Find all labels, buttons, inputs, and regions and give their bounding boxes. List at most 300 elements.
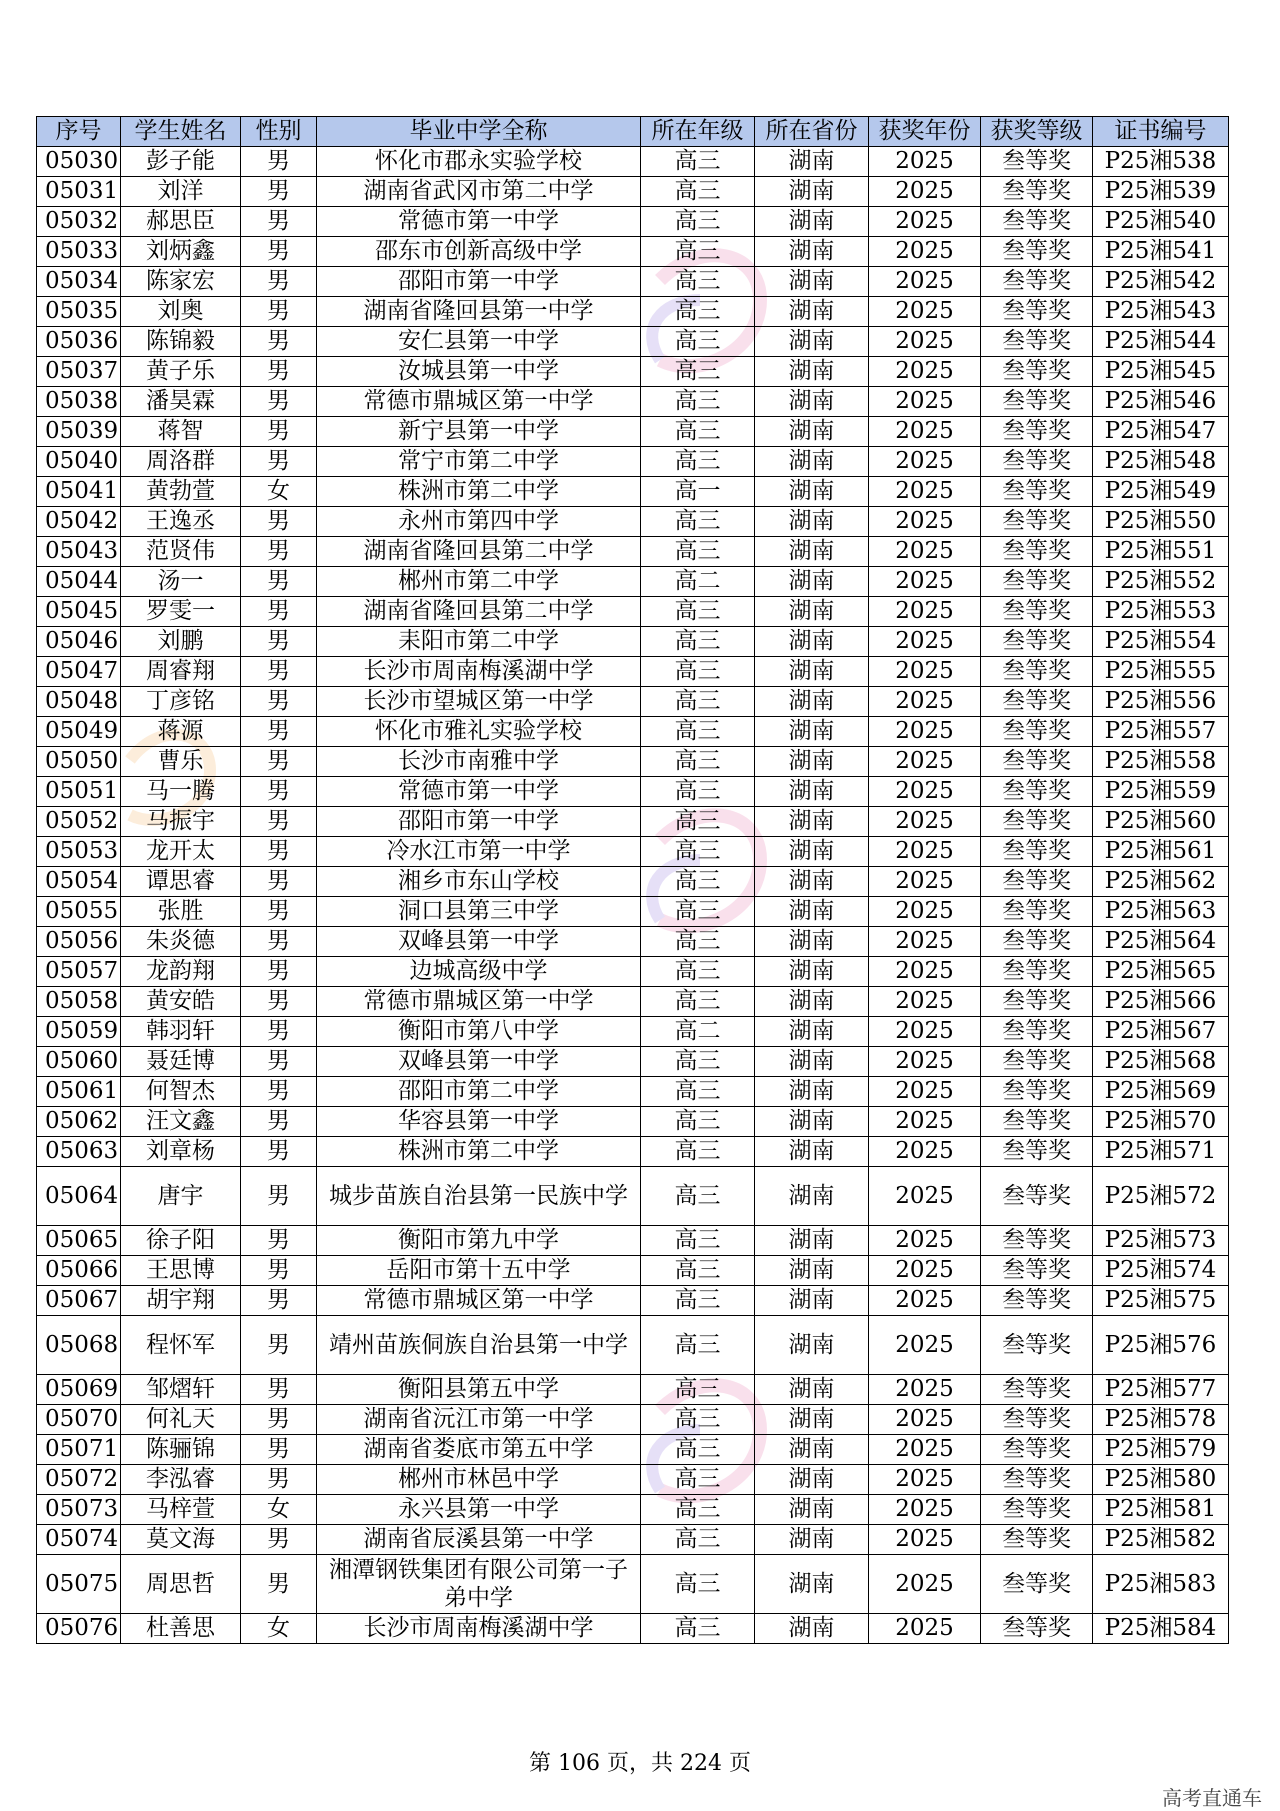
cell-award-year: 2025 <box>869 1465 981 1495</box>
cell-gender: 女 <box>241 1614 317 1644</box>
cell-school: 湖南省辰溪县第一中学 <box>317 1525 641 1555</box>
cell-province: 湖南 <box>755 177 869 207</box>
cell-serial: 05049 <box>37 717 121 747</box>
cell-student-name: 马振宇 <box>121 807 241 837</box>
cell-serial: 05031 <box>37 177 121 207</box>
cell-student-name: 黄勃萱 <box>121 477 241 507</box>
cell-school: 长沙市南雅中学 <box>317 747 641 777</box>
cell-grade: 高一 <box>641 477 755 507</box>
cell-student-name: 李泓睿 <box>121 1465 241 1495</box>
cell-gender: 男 <box>241 507 317 537</box>
cell-certificate-no: P25湘583 <box>1093 1555 1229 1614</box>
cell-province: 湖南 <box>755 1495 869 1525</box>
cell-gender: 男 <box>241 1435 317 1465</box>
cell-serial: 05037 <box>37 357 121 387</box>
cell-gender: 男 <box>241 1525 317 1555</box>
cell-gender: 男 <box>241 447 317 477</box>
header-school: 毕业中学全称 <box>317 117 641 147</box>
cell-province: 湖南 <box>755 567 869 597</box>
cell-grade: 高三 <box>641 807 755 837</box>
cell-award-level: 叁等奖 <box>981 387 1093 417</box>
cell-award-year: 2025 <box>869 147 981 177</box>
cell-gender: 男 <box>241 657 317 687</box>
cell-gender: 男 <box>241 1226 317 1256</box>
cell-certificate-no: P25湘556 <box>1093 687 1229 717</box>
cell-award-level: 叁等奖 <box>981 1435 1093 1465</box>
cell-province: 湖南 <box>755 327 869 357</box>
cell-grade: 高三 <box>641 897 755 927</box>
cell-certificate-no: P25湘548 <box>1093 447 1229 477</box>
cell-grade: 高三 <box>641 1226 755 1256</box>
cell-school: 郴州市第二中学 <box>317 567 641 597</box>
cell-award-year: 2025 <box>869 177 981 207</box>
cell-gender: 男 <box>241 267 317 297</box>
cell-gender: 男 <box>241 1047 317 1077</box>
cell-province: 湖南 <box>755 1405 869 1435</box>
cell-province: 湖南 <box>755 237 869 267</box>
cell-student-name: 曹乐 <box>121 747 241 777</box>
cell-school: 株洲市第二中学 <box>317 1137 641 1167</box>
cell-certificate-no: P25湘581 <box>1093 1495 1229 1525</box>
cell-school: 湘乡市东山学校 <box>317 867 641 897</box>
cell-award-level: 叁等奖 <box>981 627 1093 657</box>
cell-certificate-no: P25湘582 <box>1093 1525 1229 1555</box>
cell-award-level: 叁等奖 <box>981 1226 1093 1256</box>
cell-certificate-no: P25湘568 <box>1093 1047 1229 1077</box>
cell-serial: 05042 <box>37 507 121 537</box>
cell-grade: 高三 <box>641 777 755 807</box>
cell-student-name: 周洛群 <box>121 447 241 477</box>
cell-award-level: 叁等奖 <box>981 1375 1093 1405</box>
cell-grade: 高三 <box>641 207 755 237</box>
cell-school: 湖南省沅江市第一中学 <box>317 1405 641 1435</box>
cell-award-level: 叁等奖 <box>981 567 1093 597</box>
cell-gender: 男 <box>241 1137 317 1167</box>
cell-award-year: 2025 <box>869 1555 981 1614</box>
cell-certificate-no: P25湘578 <box>1093 1405 1229 1435</box>
cell-school: 常德市鼎城区第一中学 <box>317 987 641 1017</box>
cell-province: 湖南 <box>755 447 869 477</box>
cell-award-level: 叁等奖 <box>981 1167 1093 1226</box>
cell-student-name: 马梓萱 <box>121 1495 241 1525</box>
cell-certificate-no: P25湘577 <box>1093 1375 1229 1405</box>
cell-gender: 男 <box>241 837 317 867</box>
cell-student-name: 周思哲 <box>121 1555 241 1614</box>
header-province: 所在省份 <box>755 117 869 147</box>
cell-school: 洞口县第三中学 <box>317 897 641 927</box>
cell-grade: 高三 <box>641 867 755 897</box>
cell-grade: 高三 <box>641 1465 755 1495</box>
cell-certificate-no: P25湘544 <box>1093 327 1229 357</box>
cell-award-year: 2025 <box>869 687 981 717</box>
cell-school: 长沙市望城区第一中学 <box>317 687 641 717</box>
cell-serial: 05052 <box>37 807 121 837</box>
cell-school: 华容县第一中学 <box>317 1107 641 1137</box>
cell-gender: 男 <box>241 1077 317 1107</box>
cell-award-year: 2025 <box>869 567 981 597</box>
cell-award-year: 2025 <box>869 237 981 267</box>
cell-award-year: 2025 <box>869 1137 981 1167</box>
cell-grade: 高三 <box>641 1375 755 1405</box>
cell-school: 安仁县第一中学 <box>317 327 641 357</box>
cell-school: 怀化市郡永实验学校 <box>317 147 641 177</box>
cell-award-year: 2025 <box>869 327 981 357</box>
cell-award-level: 叁等奖 <box>981 207 1093 237</box>
table-row <box>37 207 1229 237</box>
page-footer: 第 106 页，共 224 页 <box>529 1751 751 1776</box>
cell-grade: 高三 <box>641 447 755 477</box>
cell-province: 湖南 <box>755 207 869 237</box>
cell-student-name: 唐宇 <box>121 1167 241 1226</box>
cell-serial: 05073 <box>37 1495 121 1525</box>
cell-grade: 高三 <box>641 1107 755 1137</box>
cell-award-year: 2025 <box>869 1226 981 1256</box>
cell-school: 湖南省武冈市第二中学 <box>317 177 641 207</box>
cell-grade: 高二 <box>641 1017 755 1047</box>
cell-certificate-no: P25湘562 <box>1093 867 1229 897</box>
cell-serial: 05055 <box>37 897 121 927</box>
cell-serial: 05069 <box>37 1375 121 1405</box>
cell-student-name: 刘章杨 <box>121 1137 241 1167</box>
cell-serial: 05044 <box>37 567 121 597</box>
table-row <box>37 1226 1229 1256</box>
cell-gender: 男 <box>241 1555 317 1614</box>
cell-serial: 05057 <box>37 957 121 987</box>
cell-province: 湖南 <box>755 807 869 837</box>
cell-serial: 05074 <box>37 1525 121 1555</box>
cell-certificate-no: P25湘554 <box>1093 627 1229 657</box>
table-row <box>37 447 1229 477</box>
table-row <box>37 867 1229 897</box>
cell-certificate-no: P25湘571 <box>1093 1137 1229 1167</box>
cell-certificate-no: P25湘541 <box>1093 237 1229 267</box>
table-row <box>37 327 1229 357</box>
cell-certificate-no: P25湘542 <box>1093 267 1229 297</box>
cell-school: 怀化市雅礼实验学校 <box>317 717 641 747</box>
table-row <box>37 1286 1229 1316</box>
cell-gender: 男 <box>241 897 317 927</box>
cell-award-level: 叁等奖 <box>981 897 1093 927</box>
cell-serial: 05046 <box>37 627 121 657</box>
cell-gender: 男 <box>241 1405 317 1435</box>
header-serial: 序号 <box>37 117 121 147</box>
cell-grade: 高三 <box>641 687 755 717</box>
table-row <box>37 777 1229 807</box>
cell-award-year: 2025 <box>869 297 981 327</box>
cell-gender: 男 <box>241 957 317 987</box>
cell-award-level: 叁等奖 <box>981 1047 1093 1077</box>
table-row <box>37 1137 1229 1167</box>
cell-award-year: 2025 <box>869 1435 981 1465</box>
table-row <box>37 1555 1229 1614</box>
cell-school: 双峰县第一中学 <box>317 1047 641 1077</box>
table-row <box>37 837 1229 867</box>
cell-student-name: 龙开太 <box>121 837 241 867</box>
cell-award-level: 叁等奖 <box>981 717 1093 747</box>
cell-serial: 05076 <box>37 1614 121 1644</box>
cell-province: 湖南 <box>755 1555 869 1614</box>
cell-grade: 高三 <box>641 1614 755 1644</box>
header-certificate-no: 证书编号 <box>1093 117 1229 147</box>
cell-award-level: 叁等奖 <box>981 1286 1093 1316</box>
cell-school: 湖南省娄底市第五中学 <box>317 1435 641 1465</box>
cell-province: 湖南 <box>755 1316 869 1375</box>
cell-serial: 05054 <box>37 867 121 897</box>
cell-province: 湖南 <box>755 1286 869 1316</box>
cell-grade: 高三 <box>641 537 755 567</box>
cell-province: 湖南 <box>755 627 869 657</box>
cell-province: 湖南 <box>755 777 869 807</box>
cell-grade: 高三 <box>641 1137 755 1167</box>
cell-award-level: 叁等奖 <box>981 747 1093 777</box>
cell-grade: 高三 <box>641 417 755 447</box>
cell-award-year: 2025 <box>869 1167 981 1226</box>
cell-award-year: 2025 <box>869 777 981 807</box>
cell-grade: 高三 <box>641 267 755 297</box>
cell-school: 衡阳市第八中学 <box>317 1017 641 1047</box>
cell-gender: 男 <box>241 1465 317 1495</box>
cell-student-name: 陈锦毅 <box>121 327 241 357</box>
cell-province: 湖南 <box>755 927 869 957</box>
cell-award-year: 2025 <box>869 357 981 387</box>
cell-province: 湖南 <box>755 597 869 627</box>
cell-award-level: 叁等奖 <box>981 357 1093 387</box>
header-award-year: 获奖年份 <box>869 117 981 147</box>
table-row <box>37 717 1229 747</box>
cell-award-year: 2025 <box>869 597 981 627</box>
cell-award-level: 叁等奖 <box>981 1137 1093 1167</box>
cell-award-year: 2025 <box>869 987 981 1017</box>
cell-serial: 05043 <box>37 537 121 567</box>
cell-school: 邵阳市第一中学 <box>317 807 641 837</box>
cell-serial: 05070 <box>37 1405 121 1435</box>
table-row <box>37 1256 1229 1286</box>
cell-certificate-no: P25湘560 <box>1093 807 1229 837</box>
cell-award-year: 2025 <box>869 387 981 417</box>
table-row <box>37 1435 1229 1465</box>
cell-school: 湖南省隆回县第二中学 <box>317 537 641 567</box>
cell-student-name: 刘鹏 <box>121 627 241 657</box>
cell-school: 长沙市周南梅溪湖中学 <box>317 1614 641 1644</box>
cell-award-level: 叁等奖 <box>981 1495 1093 1525</box>
cell-province: 湖南 <box>755 1167 869 1226</box>
cell-award-year: 2025 <box>869 717 981 747</box>
cell-school: 衡阳县第五中学 <box>317 1375 641 1405</box>
table-row <box>37 807 1229 837</box>
cell-province: 湖南 <box>755 1107 869 1137</box>
cell-award-year: 2025 <box>869 747 981 777</box>
cell-award-level: 叁等奖 <box>981 447 1093 477</box>
cell-grade: 高三 <box>641 387 755 417</box>
cell-serial: 05047 <box>37 657 121 687</box>
cell-serial: 05053 <box>37 837 121 867</box>
table-row <box>37 1495 1229 1525</box>
corner-brand-label: 高考直通车 <box>1162 1786 1262 1810</box>
cell-student-name: 罗雯一 <box>121 597 241 627</box>
table-row <box>37 267 1229 297</box>
cell-gender: 男 <box>241 777 317 807</box>
table-row <box>37 1107 1229 1137</box>
cell-award-year: 2025 <box>869 537 981 567</box>
cell-grade: 高三 <box>641 717 755 747</box>
cell-gender: 男 <box>241 357 317 387</box>
cell-gender: 男 <box>241 627 317 657</box>
table-row <box>37 1167 1229 1226</box>
cell-serial: 05038 <box>37 387 121 417</box>
cell-serial: 05063 <box>37 1137 121 1167</box>
table-row <box>37 567 1229 597</box>
cell-certificate-no: P25湘539 <box>1093 177 1229 207</box>
cell-award-year: 2025 <box>869 417 981 447</box>
cell-gender: 男 <box>241 1017 317 1047</box>
cell-certificate-no: P25湘555 <box>1093 657 1229 687</box>
cell-province: 湖南 <box>755 957 869 987</box>
cell-school: 湖南省隆回县第一中学 <box>317 297 641 327</box>
cell-certificate-no: P25湘550 <box>1093 507 1229 537</box>
cell-award-year: 2025 <box>869 837 981 867</box>
cell-school: 新宁县第一中学 <box>317 417 641 447</box>
table-row <box>37 1017 1229 1047</box>
cell-student-name: 王思博 <box>121 1256 241 1286</box>
cell-certificate-no: P25湘549 <box>1093 477 1229 507</box>
cell-certificate-no: P25湘572 <box>1093 1167 1229 1226</box>
cell-serial: 05045 <box>37 597 121 627</box>
cell-grade: 高三 <box>641 327 755 357</box>
table-row <box>37 957 1229 987</box>
cell-serial: 05048 <box>37 687 121 717</box>
cell-gender: 男 <box>241 237 317 267</box>
cell-gender: 男 <box>241 417 317 447</box>
cell-gender: 男 <box>241 687 317 717</box>
cell-school: 双峰县第一中学 <box>317 927 641 957</box>
cell-serial: 05033 <box>37 237 121 267</box>
table-row <box>37 237 1229 267</box>
cell-grade: 高三 <box>641 1286 755 1316</box>
cell-award-year: 2025 <box>869 807 981 837</box>
cell-award-level: 叁等奖 <box>981 237 1093 267</box>
cell-grade: 高三 <box>641 1495 755 1525</box>
cell-award-year: 2025 <box>869 1077 981 1107</box>
cell-student-name: 邹熠轩 <box>121 1375 241 1405</box>
cell-award-level: 叁等奖 <box>981 777 1093 807</box>
cell-province: 湖南 <box>755 747 869 777</box>
cell-school: 株洲市第二中学 <box>317 477 641 507</box>
cell-award-level: 叁等奖 <box>981 417 1093 447</box>
cell-award-year: 2025 <box>869 897 981 927</box>
cell-award-year: 2025 <box>869 1256 981 1286</box>
cell-award-level: 叁等奖 <box>981 837 1093 867</box>
cell-province: 湖南 <box>755 147 869 177</box>
cell-award-level: 叁等奖 <box>981 1077 1093 1107</box>
cell-certificate-no: P25湘565 <box>1093 957 1229 987</box>
cell-certificate-no: P25湘557 <box>1093 717 1229 747</box>
table-row <box>37 1316 1229 1375</box>
cell-award-year: 2025 <box>869 1525 981 1555</box>
cell-province: 湖南 <box>755 537 869 567</box>
cell-gender: 男 <box>241 1167 317 1226</box>
cell-grade: 高三 <box>641 297 755 327</box>
cell-serial: 05056 <box>37 927 121 957</box>
table-row <box>37 987 1229 1017</box>
cell-serial: 05067 <box>37 1286 121 1316</box>
cell-certificate-no: P25湘545 <box>1093 357 1229 387</box>
cell-gender: 男 <box>241 177 317 207</box>
cell-grade: 高三 <box>641 1047 755 1077</box>
cell-province: 湖南 <box>755 897 869 927</box>
cell-student-name: 蒋源 <box>121 717 241 747</box>
cell-student-name: 何礼天 <box>121 1405 241 1435</box>
cell-grade: 高三 <box>641 657 755 687</box>
cell-school: 长沙市周南梅溪湖中学 <box>317 657 641 687</box>
cell-serial: 05075 <box>37 1555 121 1614</box>
cell-school: 耒阳市第二中学 <box>317 627 641 657</box>
cell-certificate-no: P25湘573 <box>1093 1226 1229 1256</box>
cell-student-name: 聂廷博 <box>121 1047 241 1077</box>
cell-school: 郴州市林邑中学 <box>317 1465 641 1495</box>
cell-student-name: 徐子阳 <box>121 1226 241 1256</box>
cell-student-name: 胡宇翔 <box>121 1286 241 1316</box>
cell-grade: 高三 <box>641 597 755 627</box>
cell-gender: 男 <box>241 717 317 747</box>
cell-serial: 05061 <box>37 1077 121 1107</box>
cell-certificate-no: P25湘575 <box>1093 1286 1229 1316</box>
cell-school: 常德市鼎城区第一中学 <box>317 387 641 417</box>
cell-serial: 05071 <box>37 1435 121 1465</box>
cell-school: 边城高级中学 <box>317 957 641 987</box>
cell-certificate-no: P25湘579 <box>1093 1435 1229 1465</box>
cell-certificate-no: P25湘546 <box>1093 387 1229 417</box>
award-table-container <box>36 116 1228 1644</box>
cell-award-year: 2025 <box>869 657 981 687</box>
cell-student-name: 张胜 <box>121 897 241 927</box>
cell-serial: 05066 <box>37 1256 121 1286</box>
cell-province: 湖南 <box>755 1435 869 1465</box>
cell-serial: 05059 <box>37 1017 121 1047</box>
cell-serial: 05036 <box>37 327 121 357</box>
cell-award-year: 2025 <box>869 1614 981 1644</box>
cell-student-name: 郝思臣 <box>121 207 241 237</box>
cell-gender: 男 <box>241 807 317 837</box>
cell-student-name: 黄安皓 <box>121 987 241 1017</box>
cell-grade: 高三 <box>641 627 755 657</box>
cell-gender: 女 <box>241 477 317 507</box>
cell-serial: 05058 <box>37 987 121 1017</box>
cell-school: 岳阳市第十五中学 <box>317 1256 641 1286</box>
cell-province: 湖南 <box>755 867 869 897</box>
cell-award-level: 叁等奖 <box>981 1555 1093 1614</box>
cell-gender: 男 <box>241 987 317 1017</box>
cell-province: 湖南 <box>755 1137 869 1167</box>
cell-school: 城步苗族自治县第一民族中学 <box>317 1167 641 1226</box>
cell-grade: 高三 <box>641 357 755 387</box>
cell-student-name: 朱炎德 <box>121 927 241 957</box>
table-row <box>37 507 1229 537</box>
table-row <box>37 687 1229 717</box>
table-row <box>37 927 1229 957</box>
table-row <box>37 897 1229 927</box>
cell-school: 永州市第四中学 <box>317 507 641 537</box>
cell-award-level: 叁等奖 <box>981 537 1093 567</box>
table-row <box>37 1405 1229 1435</box>
cell-award-level: 叁等奖 <box>981 267 1093 297</box>
cell-student-name: 潘昊霖 <box>121 387 241 417</box>
cell-certificate-no: P25湘570 <box>1093 1107 1229 1137</box>
cell-certificate-no: P25湘558 <box>1093 747 1229 777</box>
cell-serial: 05034 <box>37 267 121 297</box>
cell-student-name: 王逸丞 <box>121 507 241 537</box>
cell-award-year: 2025 <box>869 207 981 237</box>
table-row <box>37 627 1229 657</box>
